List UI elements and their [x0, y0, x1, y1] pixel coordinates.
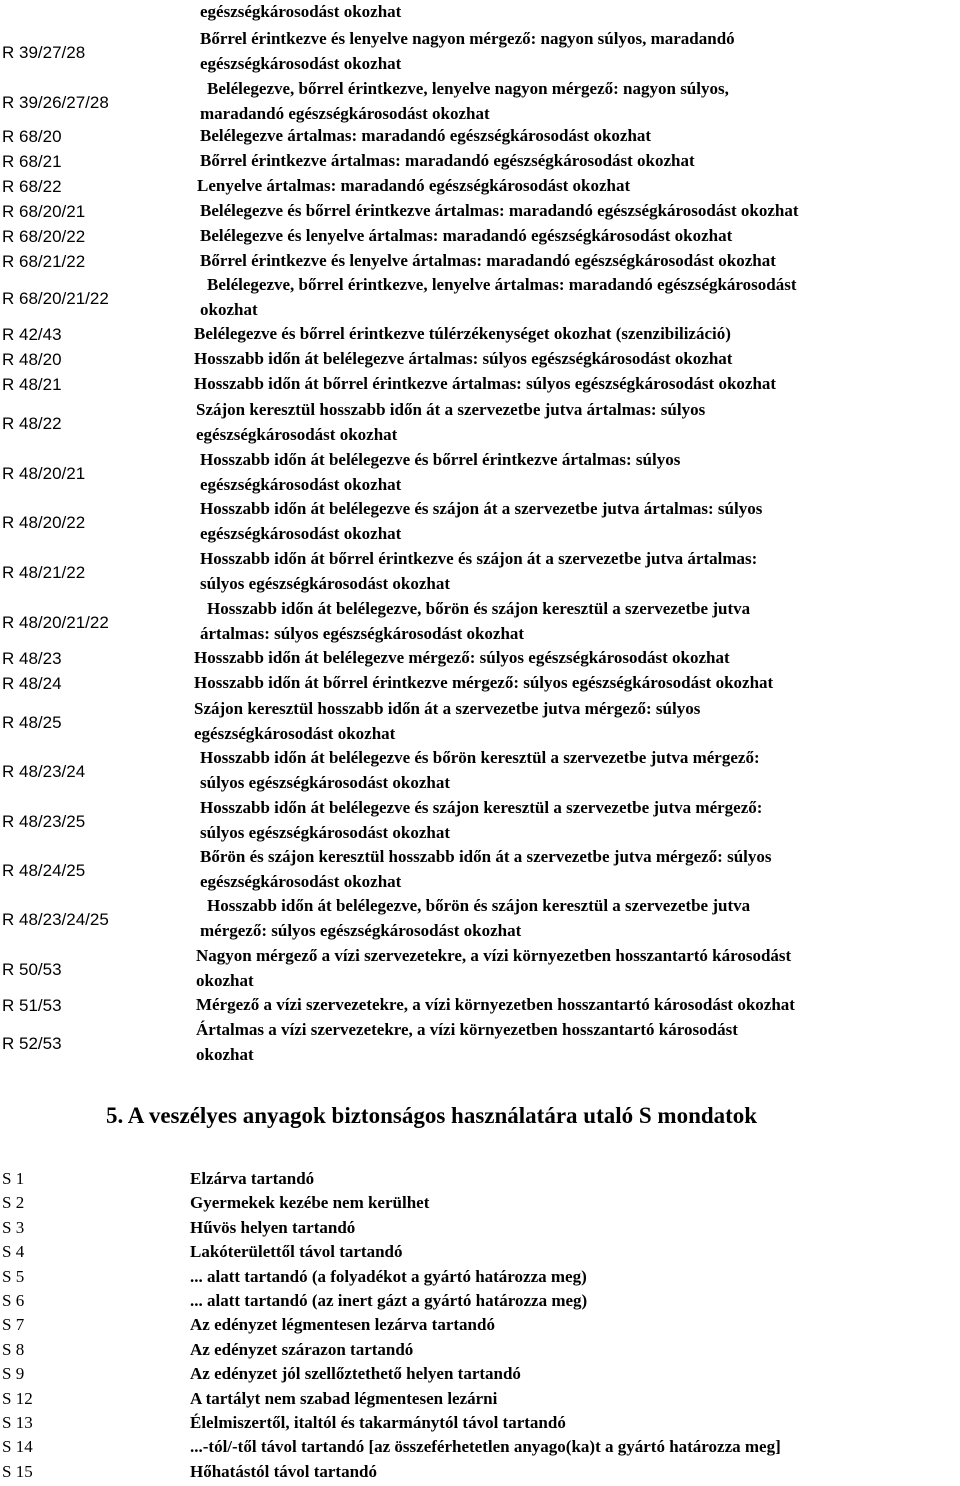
r-description-line: Belélegezve, bőrrel érintkezve, lenyelve ártalmas: maradandó egészségkárosodást — [207, 275, 797, 294]
r-description-line: Hosszabb időn át bőrrel érintkezve ártalmas: súlyos egészségkárosodást okozhat — [194, 374, 777, 393]
r-description-line: okozhat — [200, 299, 258, 319]
r-description-line: Hosszabb időn át belélegezve és szájon át a szervezetbe jutva ártalmas: súlyos — [200, 499, 763, 518]
r-code: R 48/20/22 — [2, 512, 86, 532]
r-description-line: Bőrön és szájon keresztül hosszabb időn át a szervezetbe jutva mérgező: súlyos — [200, 847, 772, 866]
s-description: Az edényzet jól szellőztethető helyen tartandó — [190, 1364, 521, 1384]
r-description-line: egészségkárosodást okozhat — [196, 424, 398, 444]
s-code: S 2 — [2, 1193, 25, 1213]
s-description: ... alatt tartandó (az inert gázt a gyártó határozza meg) — [190, 1291, 588, 1310]
r-description-line: okozhat — [196, 970, 254, 990]
s-description: ... alatt tartandó (a folyadékot a gyártó határozza meg) — [190, 1266, 587, 1286]
s-description: Az edényzet szárazon tartandó — [190, 1339, 414, 1359]
s-description: Elzárva tartandó — [190, 1169, 315, 1188]
r-description-line: Bőrrel érintkezve és lenyelve nagyon mérgező: nagyon súlyos, maradandó — [200, 29, 735, 48]
r-code: R 39/27/28 — [2, 42, 86, 62]
r-code: R 68/22 — [2, 177, 62, 196]
s-description: ...-tól/-től távol tartandó [az összeférhetetlen anyago(ka)t a gyártó határozza meg] — [190, 1437, 781, 1457]
r-description-line: Szájon keresztül hosszabb időn át a szervezetbe jutva mérgező: súlyos — [194, 699, 701, 718]
r-description-line: súlyos egészségkárosodást okozhat — [200, 822, 450, 842]
r-code: R 68/20 — [2, 127, 62, 146]
r-description-line: Hosszabb időn át belélegezve és szájon keresztül a szervezetbe jutva mérgező: — [200, 798, 763, 817]
s-code: S 15 — [2, 1461, 33, 1481]
r-description-line: Lenyelve ártalmas: maradandó egészségkárosodást okozhat — [197, 176, 631, 195]
s-code: S 7 — [2, 1315, 25, 1335]
r-description-line: Belélegezve és lenyelve ártalmas: maradandó egészségkárosodást okozhat — [200, 226, 733, 245]
s-code: S 14 — [2, 1437, 33, 1457]
r-description-line: Ártalmas a vízi szervezetekre, a vízi környezetben hosszantartó károsodást — [196, 1020, 738, 1039]
r-description-line: Bőrrel érintkezve és lenyelve ártalmas: maradandó egészségkárosodást okozhat — [200, 251, 776, 270]
r-description-line: egészségkárosodást okozhat — [200, 523, 402, 543]
r-code: R 50/53 — [2, 959, 62, 979]
r-description-line: Hosszabb időn át belélegezve ártalmas: súlyos egészségkárosodást okozhat — [194, 349, 733, 368]
r-code: R 48/25 — [2, 712, 62, 732]
r-description-line: egészségkárosodást okozhat — [194, 723, 396, 743]
r-description-line: Hosszabb időn át belélegezve, bőrön és szájon keresztül a szervezetbe jutva — [207, 599, 751, 618]
r-code: R 52/53 — [2, 1033, 62, 1053]
r-code: R 48/24 — [2, 674, 62, 693]
r-code: R 48/23/25 — [2, 811, 86, 831]
r-description-line: Hosszabb időn át belélegezve, bőrön és szájon keresztül a szervezetbe jutva — [207, 896, 751, 915]
r-code: R 68/21 — [2, 152, 62, 171]
r-description-line: ártalmas: súlyos egészségkárosodást okozhat — [200, 623, 525, 643]
r-description-line: súlyos egészségkárosodást okozhat — [200, 573, 450, 593]
r-code: R 48/23 — [2, 649, 62, 668]
r-code: R 51/53 — [2, 996, 62, 1015]
r-code: R 39/26/27/28 — [2, 92, 109, 112]
r-description-line: Belélegezve, bőrrel érintkezve, lenyelve nagyon mérgező: nagyon súlyos, — [207, 79, 729, 98]
s-description: Élelmiszertől, italtól és takarmánytól távol tartandó — [190, 1413, 566, 1432]
s-code: S 4 — [2, 1242, 25, 1262]
r-code: R 68/20/21/22 — [2, 288, 109, 308]
s-code: S 13 — [2, 1413, 33, 1432]
s-description: Gyermekek kezébe nem kerülhet — [190, 1193, 430, 1213]
r-description-line: súlyos egészségkárosodást okozhat — [200, 772, 450, 792]
r-description-line: Szájon keresztül hosszabb időn át a szervezetbe jutva ártalmas: súlyos — [196, 400, 706, 419]
r-description-line: egészségkárosodást okozhat — [200, 2, 402, 21]
r-description-line: egészségkárosodást okozhat — [200, 53, 402, 73]
r-code: R 68/20/21 — [2, 202, 86, 221]
s-code: S 12 — [2, 1388, 33, 1408]
r-code: R 48/20/21/22 — [2, 612, 109, 632]
s-description: A tartályt nem szabad légmentesen lezárni — [190, 1388, 498, 1408]
r-code: R 42/43 — [2, 325, 62, 344]
r-description-line: Mérgező a vízi szervezetekre, a vízi környezetben hosszantartó károsodást okozhat — [196, 995, 795, 1014]
s-code: S 5 — [2, 1266, 25, 1286]
r-code: R 48/21/22 — [2, 562, 86, 582]
s-code: S 9 — [2, 1364, 25, 1384]
r-description-line: egészségkárosodást okozhat — [200, 871, 402, 891]
s-description: Lakóterülettől távol tartandó — [190, 1242, 403, 1262]
r-code: R 48/23/24 — [2, 761, 86, 781]
section-heading: 5. A veszélyes anyagok biztonságos használatára utaló S mondatok — [106, 1103, 758, 1128]
r-description-line: Hosszabb időn át belélegezve mérgező: súlyos egészségkárosodást okozhat — [194, 648, 730, 667]
r-description-line: Hosszabb időn át bőrrel érintkezve mérgező: súlyos egészségkárosodást okozhat — [194, 673, 774, 692]
r-description-line: okozhat — [196, 1044, 254, 1064]
r-description-line: Nagyon mérgező a vízi szervezetekre, a vízi környezetben hosszantartó károsodást — [196, 946, 792, 965]
r-description-line: Bőrrel érintkezve ártalmas: maradandó egészségkárosodást okozhat — [200, 151, 695, 170]
s-description: Hőhatástól távol tartandó — [190, 1461, 377, 1481]
s-code: S 3 — [2, 1217, 25, 1237]
r-description-line: egészségkárosodást okozhat — [200, 474, 402, 494]
r-description-line: mérgező: súlyos egészségkárosodást okozhat — [200, 920, 522, 940]
r-description-line: Hosszabb időn át belélegezve és bőrrel érintkezve ártalmas: súlyos — [200, 450, 681, 469]
r-code: R 68/21/22 — [2, 252, 86, 271]
r-description-line: Belélegezve és bőrrel érintkezve ártalmas: maradandó egészségkárosodást okozhat — [200, 201, 799, 220]
r-code: R 48/22 — [2, 413, 62, 433]
r-code: R 48/21 — [2, 375, 62, 394]
r-description-line: maradandó egészségkárosodást okozhat — [200, 103, 490, 123]
s-description: Az edényzet légmentesen lezárva tartandó — [190, 1315, 495, 1335]
s-code: S 6 — [2, 1291, 25, 1310]
r-code: R 48/20/21 — [2, 463, 86, 483]
s-code: S 1 — [2, 1169, 25, 1188]
r-code: R 48/23/24/25 — [2, 909, 109, 929]
r-code: R 68/20/22 — [2, 227, 86, 246]
r-code: R 48/20 — [2, 350, 62, 369]
r-description-line: Belélegezve és bőrrel érintkezve túlérzékenységet okozhat (szenzibilizáció) — [194, 324, 731, 343]
r-description-line: Belélegezve ártalmas: maradandó egészségkárosodást okozhat — [200, 126, 652, 145]
s-code: S 8 — [2, 1339, 25, 1359]
r-description-line: Hosszabb időn át belélegezve és bőrön keresztül a szervezetbe jutva mérgező: — [200, 748, 760, 767]
s-description: Hűvös helyen tartandó — [190, 1217, 356, 1237]
r-description-line: Hosszabb időn át bőrrel érintkezve és szájon át a szervezetbe jutva ártalmas: — [200, 549, 758, 568]
r-code: R 48/24/25 — [2, 860, 86, 880]
